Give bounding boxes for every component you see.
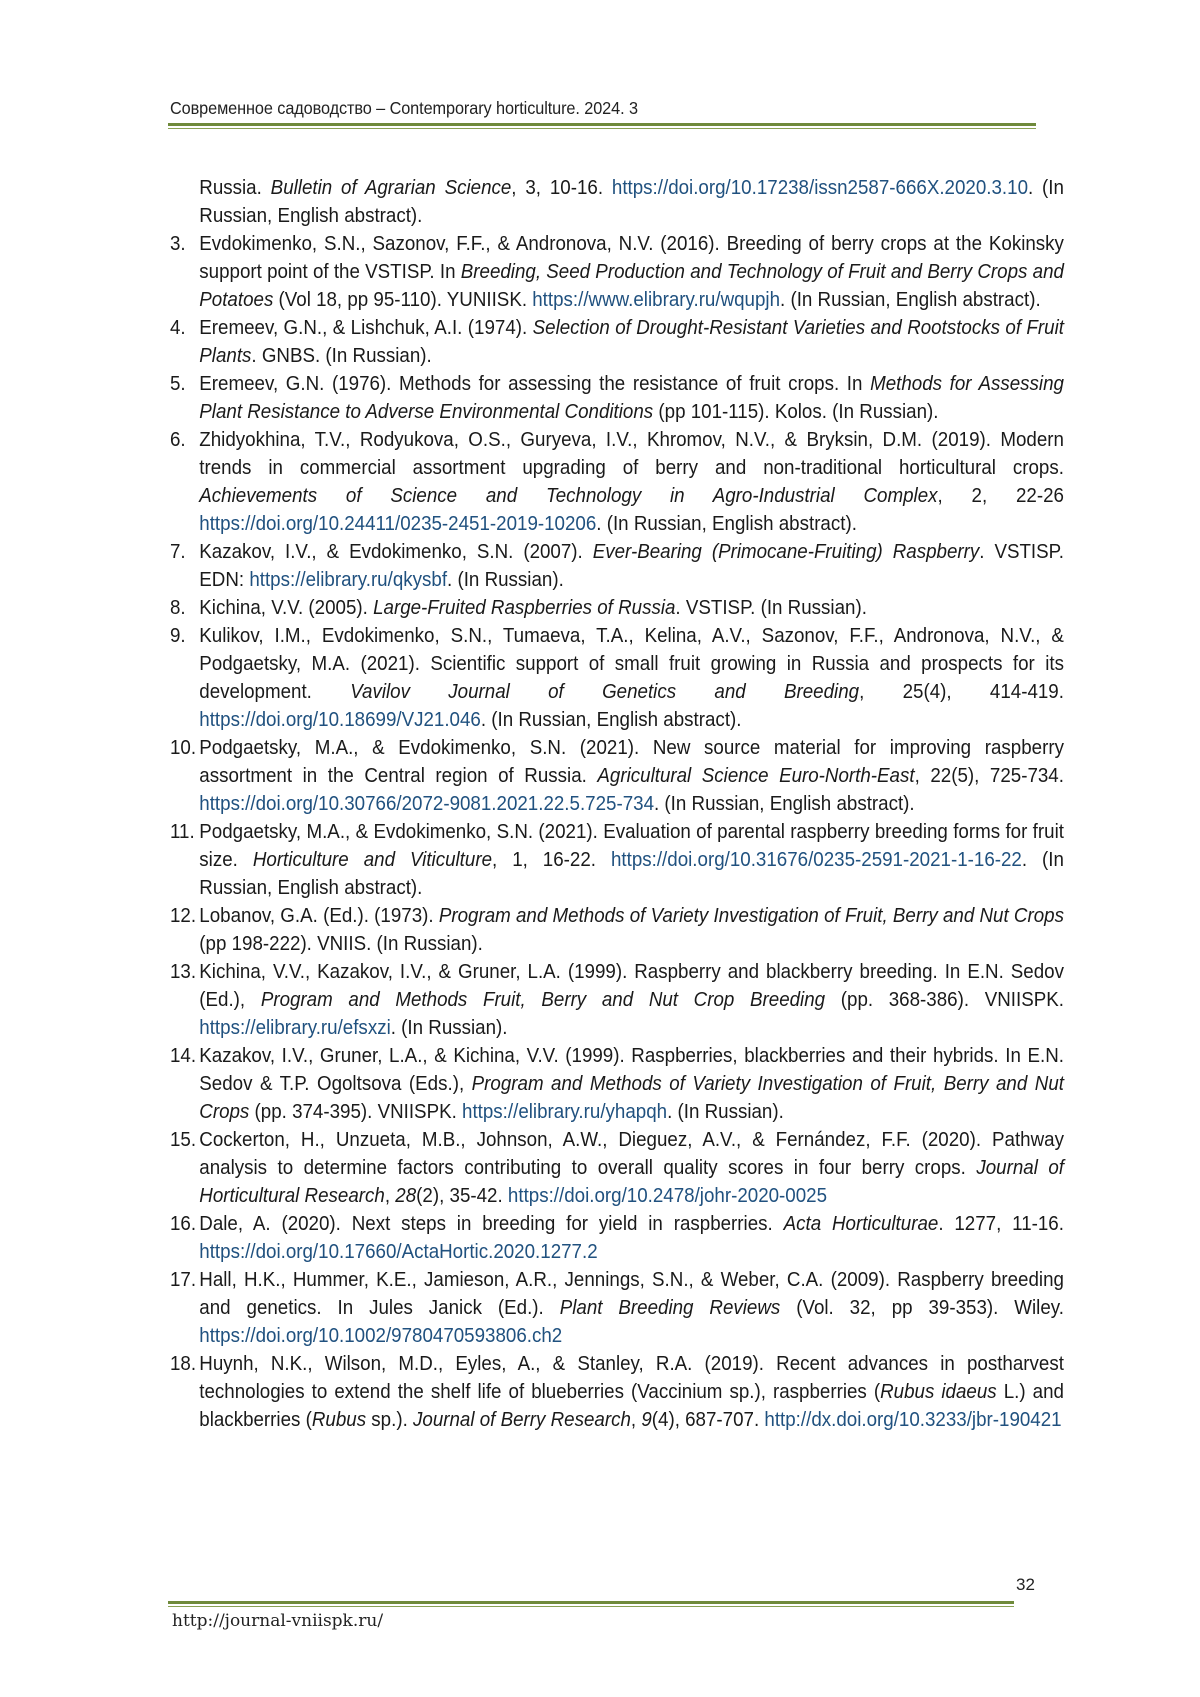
- reference-item: [170, 230, 1064, 314]
- reference-text-segment: . (In Russian, English abstract).: [654, 792, 915, 815]
- reference-text: [199, 734, 1064, 818]
- reference-italic-title: Methods for Assessing Plant Resistance to Adverse Environmental Conditions: [199, 372, 1064, 423]
- reference-text-segment: Dale, A. (2020). Next steps in breeding for yield in raspberries.: [199, 1212, 784, 1235]
- reference-number: 7.: [170, 540, 186, 563]
- reference-text-segment: . (In Russian, English abstract).: [199, 848, 1064, 899]
- reference-text-segment: Eremeev, G.N., & Lishchuk, A.I. (1974).: [199, 316, 533, 339]
- page-number: 32: [1016, 1575, 1035, 1594]
- reference-link[interactable]: https://elibrary.ru/qkysbf: [249, 568, 448, 591]
- reference-text: [199, 594, 1064, 622]
- reference-text-segment: (pp. 374-395). VNIISPK.: [249, 1100, 463, 1123]
- reference-item: [170, 958, 1064, 1042]
- reference-link[interactable]: https://doi.org/10.17660/ActaHortic.2020.1277.2: [199, 1240, 598, 1263]
- reference-text-segment: , 25(4), 414-419.: [859, 680, 1064, 703]
- reference-link[interactable]: https://doi.org/10.2478/johr-2020-0025: [507, 1184, 828, 1207]
- reference-number: 3.: [170, 232, 186, 255]
- reference-text-segment: ,: [630, 1408, 642, 1431]
- reference-italic-title: Ever-Bearing (Primocane-Fruiting) Raspberry: [592, 540, 980, 563]
- reference-italic-title: Large-Fruited Raspberries of Russia: [373, 596, 676, 619]
- header-divider: [168, 123, 1036, 126]
- reference-text-segment: (Vol 18, pp 95-110). YUNIISK.: [273, 288, 533, 311]
- reference-number: 10.: [170, 736, 197, 759]
- reference-text-segment: . (In Russian).: [390, 1016, 508, 1039]
- reference-italic-title: Bulletin of Agrarian Science: [270, 176, 512, 199]
- reference-text: [199, 1126, 1064, 1210]
- reference-text-segment: . (In Russian, English abstract).: [780, 288, 1041, 311]
- reference-text-segment: ,: [384, 1184, 396, 1207]
- reference-text-segment: Podgaetsky, M.A., & Evdokimenko, S.N. (2021). Evaluation of parental raspberry breeding forms for fruit size.: [199, 820, 1064, 871]
- reference-italic-title: Plant Breeding Reviews: [559, 1296, 781, 1319]
- reference-italic-title: Selection of Drought-Resistant Varieties and Rootstocks of Fruit Plants: [199, 316, 1064, 367]
- reference-text-segment: Kichina, V.V. (2005).: [199, 596, 374, 619]
- reference-number: 11.: [170, 820, 195, 843]
- reference-link[interactable]: https://www.elibrary.ru/wqupjh: [532, 288, 781, 311]
- reference-text-segment: Zhidyokhina, T.V., Rodyukova, O.S., Guryeva, I.V., Khromov, N.V., & Bryksin, D.M. (2019). Modern trends in commercial assortment upgrading of berry and non-traditional horticultural crops.: [199, 428, 1064, 479]
- reference-text: [199, 230, 1064, 314]
- reference-text-segment: Kazakov, I.V., & Evdokimenko, S.N. (2007).: [199, 540, 593, 563]
- reference-text: [199, 1210, 1064, 1266]
- reference-item: [170, 426, 1064, 538]
- reference-italic-title: Acta Horticulturae: [783, 1212, 939, 1235]
- reference-text-segment: , 2, 22-26: [937, 484, 1064, 507]
- reference-text: [199, 1042, 1064, 1126]
- reference-italic-title: Program and Methods of Variety Investigation of Fruit, Berry and Nut Crops: [438, 904, 1064, 927]
- reference-text: [199, 818, 1064, 902]
- journal-url[interactable]: http://journal-vniispk.ru/: [172, 1611, 384, 1631]
- reference-italic-title: Journal of Berry Research: [413, 1408, 631, 1431]
- reference-text: [199, 1266, 1064, 1350]
- reference-text-segment: Evdokimenko, S.N., Sazonov, F.F., & Andronova, N.V. (2016). Breeding of berry crops at the Kokinsky support point of the VSTISP. In: [199, 232, 1064, 283]
- reference-text-segment: . (In Russian).: [447, 568, 564, 591]
- reference-item: [170, 1126, 1064, 1210]
- reference-item: [170, 314, 1064, 370]
- reference-link[interactable]: https://doi.org/10.17238/issn2587-666X.2020.3.10: [611, 176, 1028, 199]
- reference-item: [170, 594, 1064, 622]
- reference-text-segment: sp.).: [366, 1408, 414, 1431]
- reference-text: [199, 426, 1064, 538]
- reference-italic-title: Agricultural Science Euro-North-East: [597, 764, 915, 787]
- reference-link[interactable]: https://elibrary.ru/yhapqh: [462, 1100, 668, 1123]
- reference-link[interactable]: https://doi.org/10.30766/2072-9081.2021.22.5.725-734: [199, 792, 655, 815]
- reference-text: [199, 958, 1064, 1042]
- reference-number: 4.: [170, 316, 186, 339]
- reference-text-segment: , 1, 16-22.: [492, 848, 611, 871]
- reference-text-segment: L.) and blackberries (: [199, 1380, 1064, 1431]
- reference-text: [199, 622, 1064, 734]
- header-divider-thin: [168, 128, 1036, 129]
- reference-text-segment: (Vol. 32, pp 39-353). Wiley.: [780, 1296, 1064, 1319]
- reference-text-segment: Kichina, V.V., Kazakov, I.V., & Gruner, L.A. (1999). Raspberry and blackberry breeding. In E.N. Sedov (Ed.),: [199, 960, 1064, 1011]
- reference-item: [170, 174, 1064, 230]
- reference-text: [199, 370, 1064, 426]
- reference-number: 8.: [170, 596, 186, 619]
- reference-item: [170, 370, 1064, 426]
- reference-number: 12.: [170, 904, 197, 927]
- reference-italic-title: Vavilov Journal of Genetics and Breeding: [350, 680, 860, 703]
- reference-italic-title: Rubus: [311, 1408, 367, 1431]
- reference-italic-title: Horticulture and Viticulture: [252, 848, 493, 871]
- reference-text-segment: . VSTISP. (In Russian).: [675, 596, 867, 619]
- reference-text-segment: Lobanov, G.A. (Ed.). (1973).: [199, 904, 439, 927]
- reference-italic-title: Rubus idaeus: [880, 1380, 997, 1403]
- reference-text-segment: , 3, 10-16.: [511, 176, 612, 199]
- reference-text-segment: Podgaetsky, M.A., & Evdokimenko, S.N. (2021). New source material for improving raspberry assortment in the Central region of Russia.: [199, 736, 1064, 787]
- reference-text-segment: . GNBS. (In Russian).: [251, 344, 432, 367]
- reference-item: [170, 538, 1064, 594]
- reference-text-segment: . (In Russian, English abstract).: [199, 176, 1064, 227]
- reference-item: [170, 1266, 1064, 1350]
- reference-text-segment: (4), 687-707.: [651, 1408, 765, 1431]
- reference-text-segment: . (In Russian, English abstract).: [596, 512, 857, 535]
- reference-text-segment: (pp 101-115). Kolos. (In Russian).: [653, 400, 939, 423]
- reference-text-segment: Kazakov, I.V., Gruner, L.A., & Kichina, V.V. (1999). Raspberries, blackberries and their hybrids. In E.N. Sedov & T.P. Ogoltsova (Eds.),: [199, 1044, 1064, 1095]
- reference-number: 13.: [170, 960, 197, 983]
- reference-text-segment: Russia.: [199, 176, 271, 199]
- reference-link[interactable]: https://elibrary.ru/efsxzi: [199, 1016, 391, 1039]
- reference-item: [170, 818, 1064, 902]
- reference-text: [199, 174, 1064, 230]
- reference-number: 16.: [170, 1212, 197, 1235]
- reference-italic-title: Breeding, Seed Production and Technology of Fruit and Berry Crops and Potatoes: [199, 260, 1064, 311]
- reference-text-segment: (pp 198-222). VNIIS. (In Russian).: [199, 932, 483, 955]
- reference-item: [170, 734, 1064, 818]
- reference-text-segment: (pp. 368-386). VNIISPK.: [825, 988, 1064, 1011]
- footer-divider: [168, 1601, 1014, 1604]
- reference-item: [170, 1350, 1064, 1434]
- reference-number: 6.: [170, 428, 186, 451]
- reference-text-segment: Kulikov, I.M., Evdokimenko, S.N., Tumaeva, T.A., Kelina, A.V., Sazonov, F.F., Andronova, N.V., & Podgaetsky, M.A. (2021). Scientific support of small fruit growing in Russia and prospects for its development.: [199, 624, 1064, 703]
- reference-number: 17.: [170, 1268, 197, 1291]
- reference-text-segment: . (In Russian, English abstract).: [480, 708, 742, 731]
- reference-item: [170, 1210, 1064, 1266]
- reference-text: [199, 314, 1064, 370]
- reference-text-segment: , 22(5), 725-734.: [914, 764, 1064, 787]
- reference-text-segment: Eremeev, G.N. (1976). Methods for assessing the resistance of fruit crops. In: [199, 372, 871, 395]
- reference-number: 5.: [170, 372, 186, 395]
- reference-text-segment: . 1277, 11-16.: [938, 1212, 1064, 1235]
- reference-text-segment: (2), 35-42.: [416, 1184, 508, 1207]
- reference-text-segment: Huynh, N.K., Wilson, M.D., Eyles, A., & Stanley, R.A. (2019). Recent advances in postharvest technologies to extend the shelf life of blueberries (Vaccinium sp.), raspberries (: [199, 1352, 1064, 1403]
- reference-text: [199, 538, 1064, 594]
- reference-number: 15.: [170, 1128, 197, 1151]
- reference-italic-title: Achievements of Science and Technology in Agro-Industrial Complex: [199, 484, 938, 507]
- reference-italic-title: Program and Methods Fruit, Berry and Nut Crop Breeding: [260, 988, 826, 1011]
- reference-item: [170, 902, 1064, 958]
- reference-italic-title: Journal of Horticultural Research: [199, 1156, 1064, 1207]
- reference-text-segment: Hall, H.K., Hummer, K.E., Jamieson, A.R., Jennings, S.N., & Weber, C.A. (2009). Raspberry breeding and genetics. In Jules Janick (Ed.).: [199, 1268, 1064, 1319]
- reference-item: [170, 622, 1064, 734]
- footer-divider-thin: [168, 1606, 1014, 1607]
- reference-item: [170, 1042, 1064, 1126]
- reference-italic-title: Program and Methods of Variety Investigation of Fruit, Berry and Nut Crops: [199, 1072, 1064, 1123]
- reference-italic-title: 28: [395, 1184, 417, 1207]
- reference-text: [199, 1350, 1064, 1434]
- reference-link[interactable]: https://doi.org/10.24411/0235-2451-2019-10206: [199, 512, 597, 535]
- journal-running-header: Современное садоводство – Contemporary horticulture. 2024. 3: [170, 98, 638, 118]
- reference-italic-title: 9: [641, 1408, 652, 1431]
- reference-number: 9.: [170, 624, 186, 647]
- reference-link[interactable]: https://doi.org/10.31676/0235-2591-2021-1-16-22: [610, 848, 1022, 871]
- reference-text-segment: . VSTISP. EDN:: [199, 540, 1064, 591]
- reference-link[interactable]: http://dx.doi.org/10.3233/jbr-190421: [764, 1408, 1062, 1431]
- reference-text-segment: Cockerton, H., Unzueta, M.B., Johnson, A.W., Dieguez, A.V., & Fernández, F.F. (2020). Pathway analysis to determine factors contributing to overall quality scores in four berry crops.: [199, 1128, 1064, 1179]
- reference-number: 14.: [170, 1044, 197, 1067]
- reference-link[interactable]: https://doi.org/10.18699/VJ21.046: [199, 708, 481, 731]
- reference-number: 18.: [170, 1352, 197, 1375]
- reference-list: [170, 174, 1064, 1434]
- reference-text: [199, 902, 1064, 958]
- reference-link[interactable]: https://doi.org/10.1002/9780470593806.ch2: [199, 1324, 563, 1347]
- reference-text-segment: . (In Russian).: [667, 1100, 784, 1123]
